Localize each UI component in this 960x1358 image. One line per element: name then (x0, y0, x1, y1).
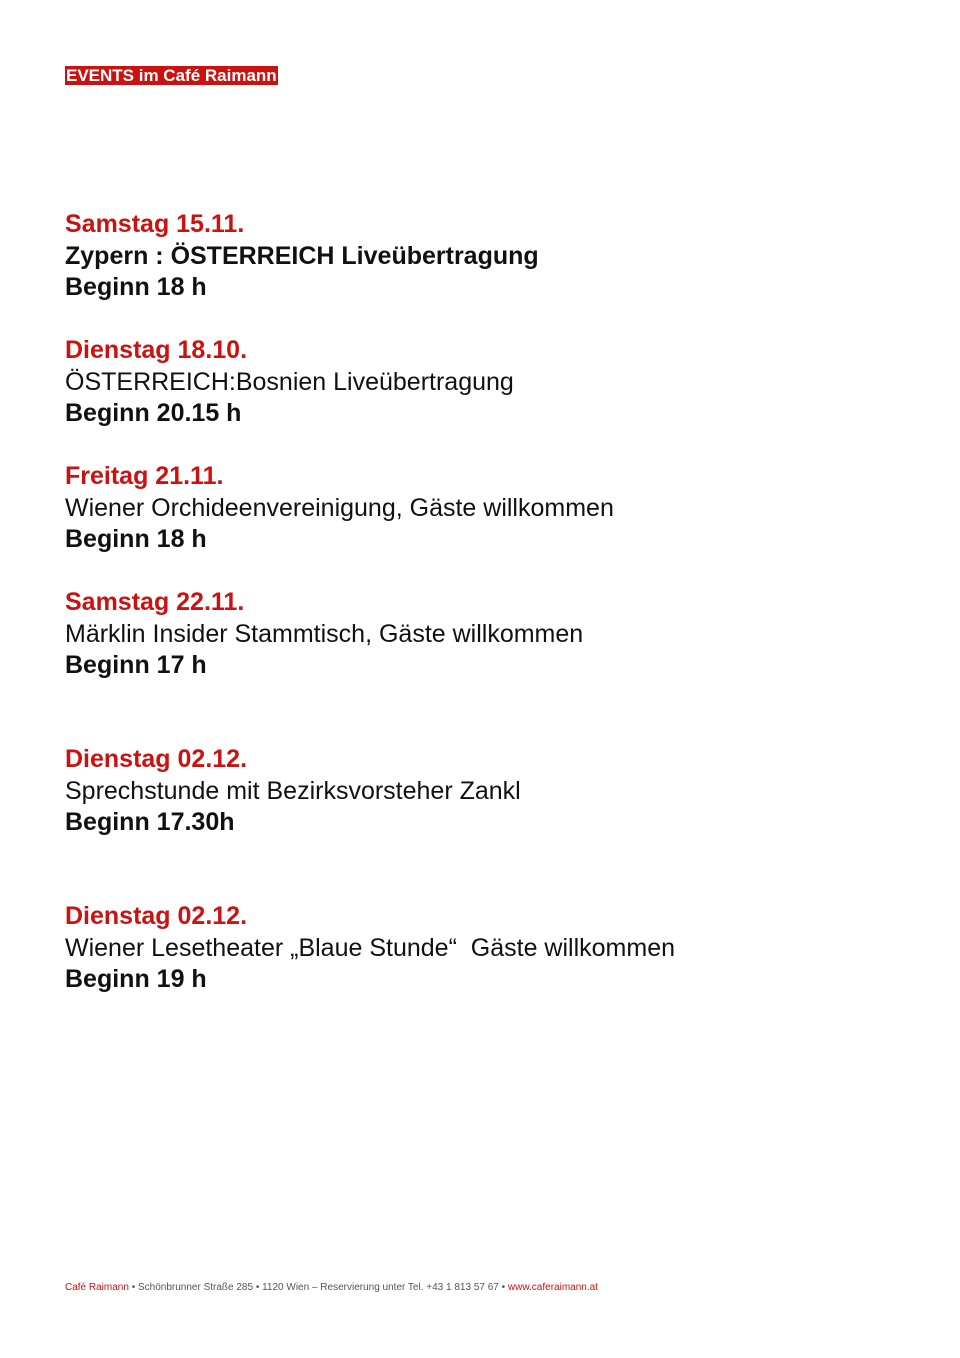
event-date: Dienstag 02.12. (65, 902, 248, 930)
event-date: Samstag 15.11. (65, 210, 245, 238)
footer-brand: Café Raimann (65, 1282, 129, 1293)
event-entry-2 (65, 335, 925, 430)
footer-address: • Schönbrunner Straße 285 • 1120 Wien – Reservierung unter Tel. +43 1 813 57 67 • (128, 1282, 508, 1293)
event-entry-5 (65, 744, 925, 839)
event-start-time: Beginn 18 h (65, 525, 207, 553)
page-header-badge: EVENTS im Café Raimann (66, 66, 277, 85)
event-start-time: Beginn 18 h (65, 273, 207, 301)
event-title: Wiener Lesetheater „Blaue Stunde“ Gäste willkommen (65, 933, 676, 962)
event-start-time: Beginn 20.15 h (65, 399, 242, 427)
event-date: Freitag 21.11. (65, 462, 224, 490)
event-title: ÖSTERREICH:Bosnien Liveübertragung (65, 367, 514, 396)
event-title: Sprechstunde mit Bezirksvorsteher Zankl (65, 776, 521, 805)
event-date: Samstag 22.11. (65, 588, 245, 616)
event-title: Zypern : ÖSTERREICH Liveübertragung (65, 241, 539, 270)
event-date: Dienstag 02.12. (65, 745, 248, 773)
event-entry-4 (65, 587, 925, 682)
event-date: Dienstag 18.10. (65, 336, 248, 364)
footer-website-link[interactable]: www.caferaimann.at (507, 1282, 598, 1293)
event-entry-6 (65, 901, 925, 996)
event-start-time: Beginn 17.30h (65, 808, 235, 836)
event-title: Wiener Orchideenvereinigung, Gäste willkommen (65, 493, 614, 522)
event-entry-1 (65, 209, 925, 304)
event-title: Märklin Insider Stammtisch, Gäste willkommen (65, 619, 584, 648)
event-start-time: Beginn 17 h (65, 651, 207, 679)
event-entry-3 (65, 461, 925, 556)
event-start-time: Beginn 19 h (65, 965, 207, 993)
page-footer (65, 1282, 598, 1294)
